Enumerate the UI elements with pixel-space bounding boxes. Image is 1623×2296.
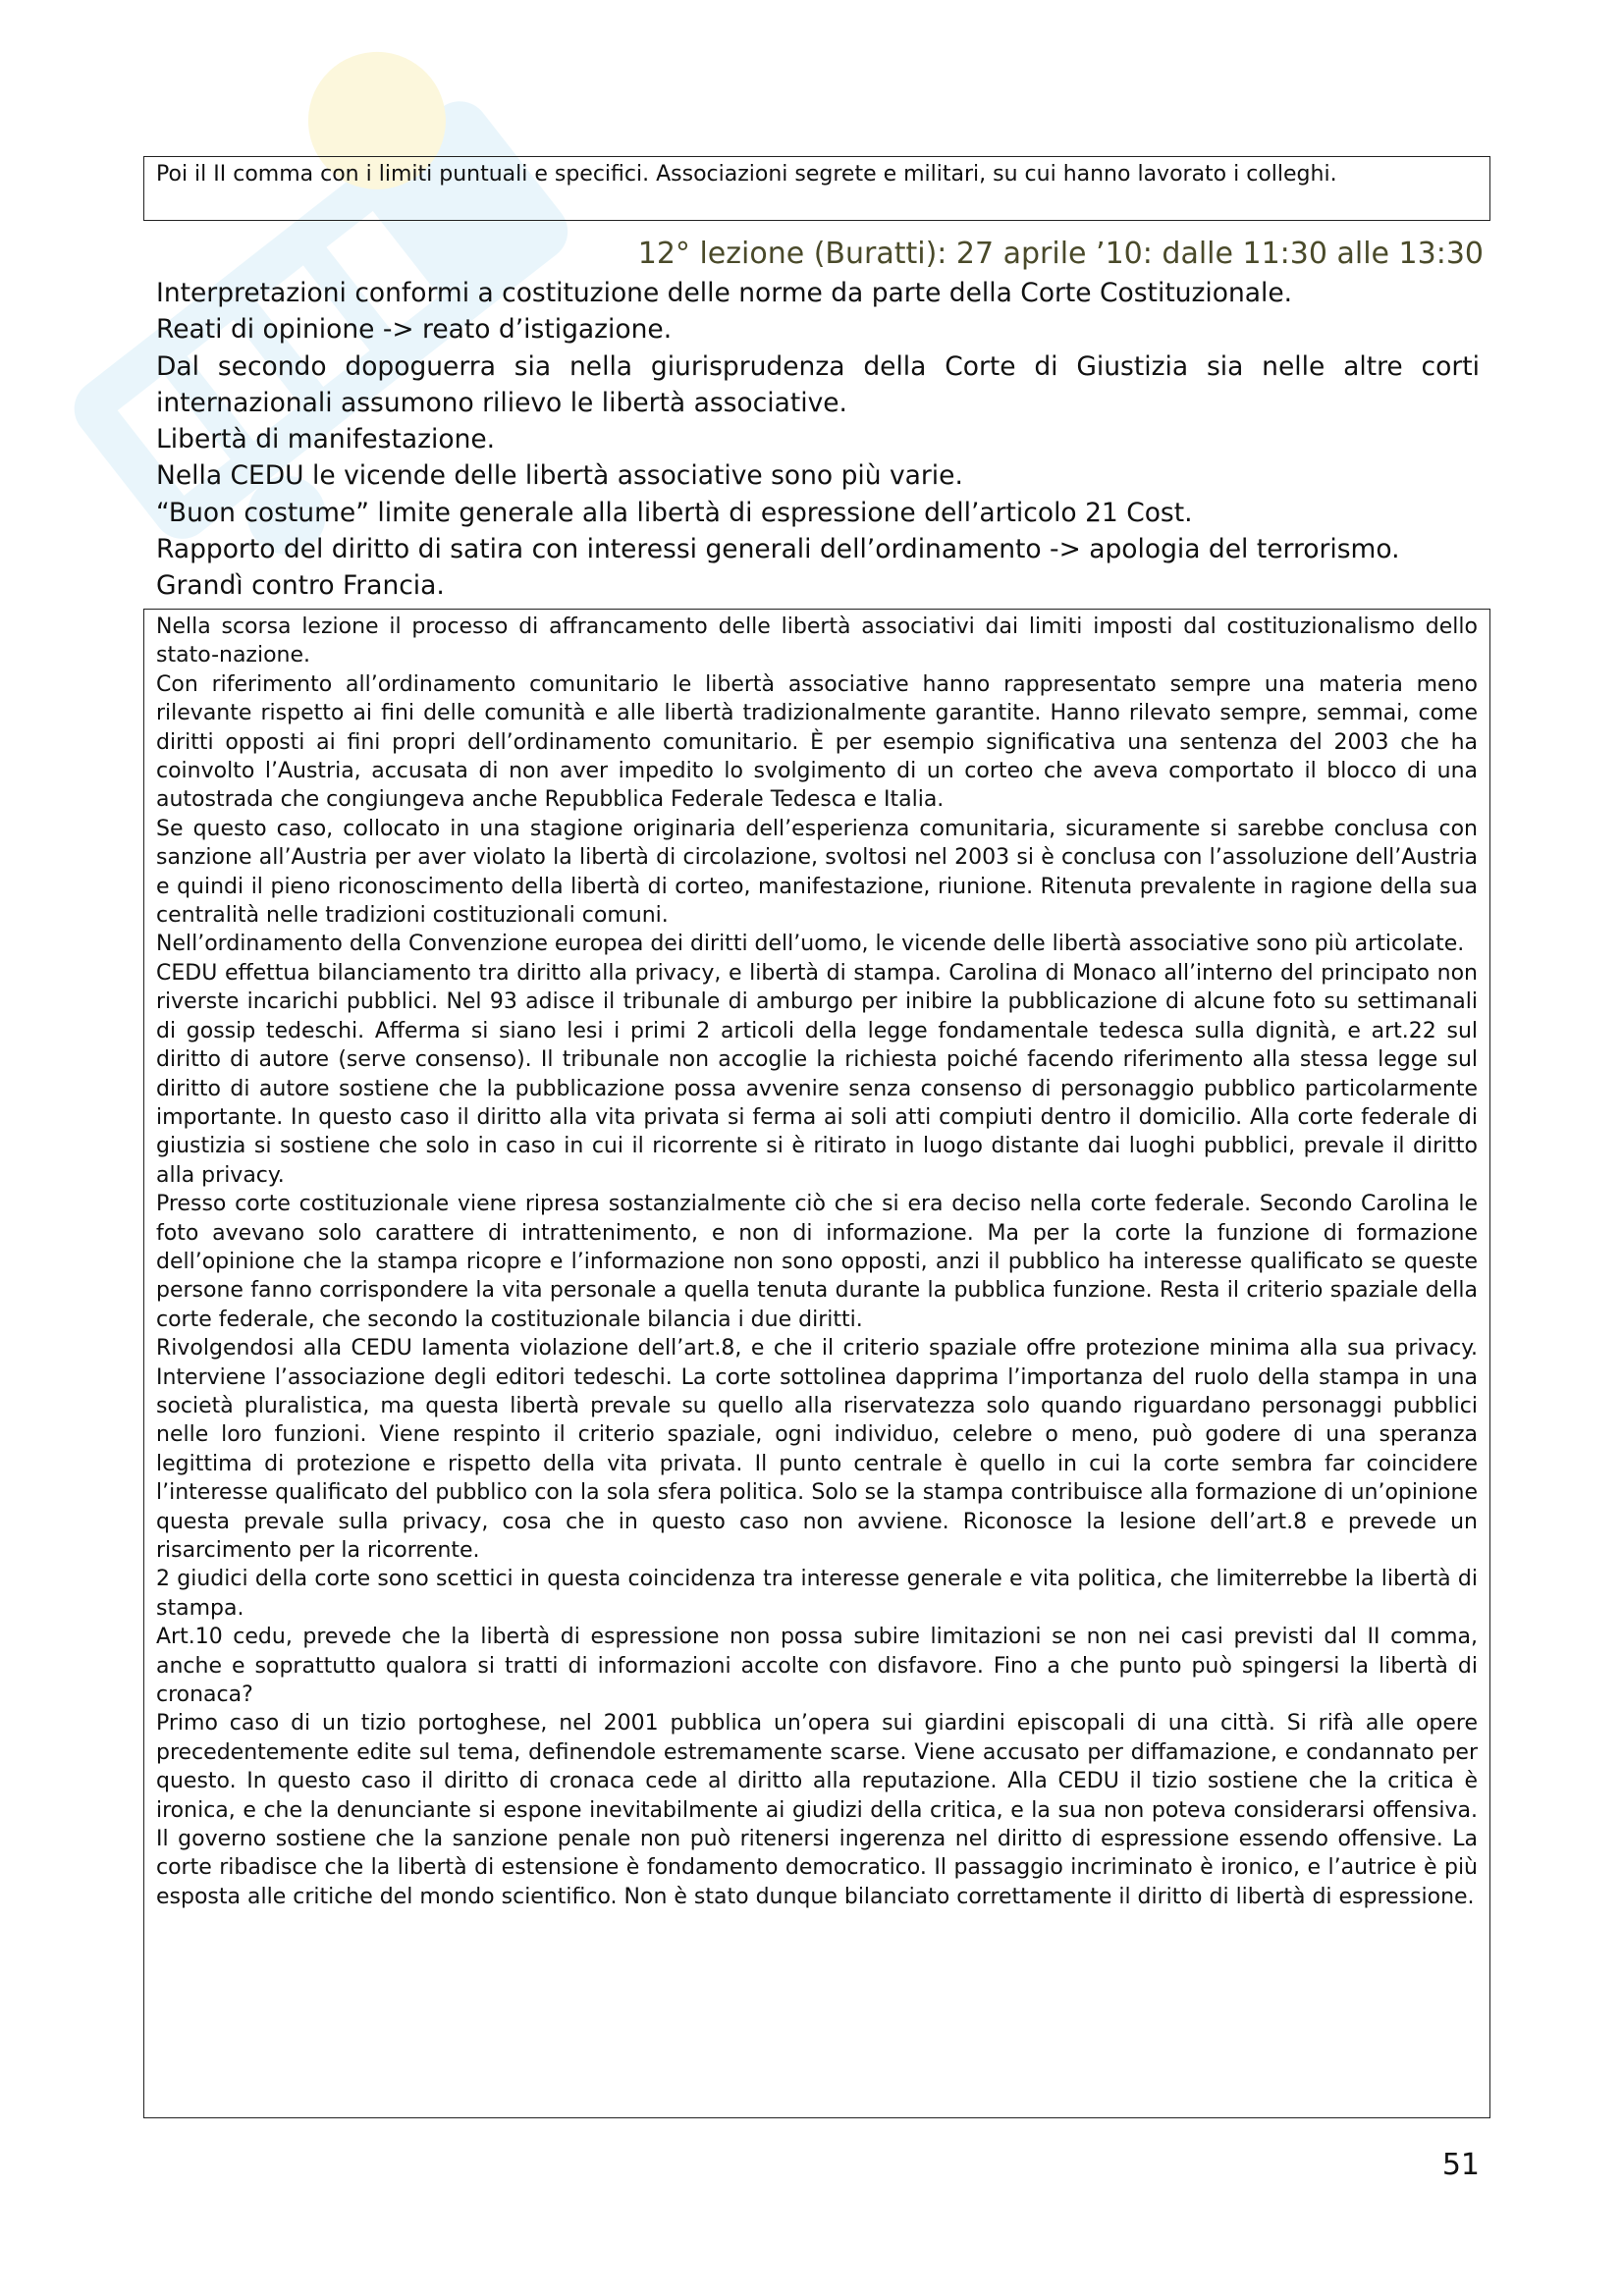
lecture-heading: 12° lezione (Buratti): 27 aprile ’10: dalle 11:30 alle 13:30	[637, 237, 1484, 271]
top-note-text: Poi il II comma con i limiti puntuali e specifici. Associazioni segrete e militari, su cui hanno lavorato i colleghi.	[156, 162, 1337, 187]
summary-paragraph: Se questo caso, collocato in una stagione originaria dell’esperienza comunitaria, sicuramente si sarebbe conclusa con sanzione all’Austria per aver violato la libertà di circolazione, svoltosi nel 2003 si è conclusa con l’assoluzione dell’Austria e quindi il pieno riconoscimento della libertà di corteo, manifestazione, riunione. Ritenuta prevalente in ragione della sua centralità nelle tradizioni costituzionali comuni.	[156, 816, 1478, 929]
page-number: 51	[1441, 2148, 1480, 2182]
summary-paragraph: Primo caso di un tizio portoghese, nel 2001 pubblica un’opera sui giardini episcopali di una città. Si rifà alle opere precedentemente edite sul tema, definendole estremamente scarse. Viene accusato per diffamazione, e condannato per questo. In questo caso il diritto di cronaca cede al diritto alla reputazione. Alla CEDU il tizio sostiene che la critica è ironica, e che la denunciante si espone inevitabilmente ai giudizi della critica, e la sua non poteva considerarsi offensiva. Il governo sostiene che la sanzione penale non può ritenersi ingerenza nel diritto di espressione essendo offensive. La corte ribadisce che la libertà di estensione è fondamento democratico. Il passaggio incriminato è ironico, e l’autrice è più esposta alle critiche del mondo scientifico. Non è stato dunque bilanciato correttamente il diritto di libertà di espressione.	[156, 1711, 1478, 1909]
summary-paragraph: Presso corte costituzionale viene ripresa sostanzialmente ciò che si era deciso nella corte federale. Secondo Carolina le foto avevano solo carattere di intrattenimento, e non di informazione. Ma per la corte la funzione di formazione dell’opinione che la stampa ricopre e l’informazione non sono opposti, anzi il pubblico ha interesse qualificato se queste persone fanno corrispondere la vita personale a quella tenuta durante la pubblica funzione. Resta il criterio spaziale della corte federale, che secondo la costituzionale bilancia i due diritti.	[156, 1192, 1478, 1332]
summary-paragraph: 2 giudici della corte sono scettici in questa coincidenza tra interesse generale e vita politica, che limiterrebbe la libertà di stampa.	[156, 1567, 1478, 1621]
summary-paragraph: Con riferimento all’ordinamento comunitario le libertà associative hanno rappresentato sempre una materia meno rilevante rispetto ai fini delle comunità e alle libertà tradizionalmente garantite. Hanno rilevato sempre, semmai, come diritti opposti ai fini propri dell’ordinamento comunitario. È per esempio significativa una sentenza del 2003 che ha coinvolto l’Austria, accusata di non aver impedito lo svolgimento di un corteo che aveva comportato il blocco di una autostrada che congiungeva anche Repubblica Federale Tedesca e Italia.	[156, 671, 1478, 813]
top-note-box	[143, 156, 1490, 221]
summary-paragraph: Art.10 cedu, prevede che la libertà di espressione non possa subire limitazioni se non nei casi previsti dal II comma, anche e soprattutto qualora si tratti di informazioni accolte con disfavore. Fino a che punto può spingersi la libertà di cronaca?	[156, 1625, 1478, 1708]
note-line: Rapporto del diritto di satira con interessi generali dell’ordinamento -> apologia del terrorismo.	[156, 534, 1400, 565]
summary-paragraph: Nell’ordinamento della Convenzione europea dei diritti dell’uomo, le vicende delle libertà associative sono più articolate.	[156, 932, 1465, 957]
note-line: Nella CEDU le vicende delle libertà associative sono più varie.	[156, 460, 963, 492]
summary-paragraph: Rivolgendosi alla CEDU lamenta violazione dell’art.8, e che il criterio spaziale offre protezione minima alla sua privacy. Interviene l’associazione degli editori tedeschi. La corte sottolinea dapprima l’importanza del ruolo della stampa in una società pluralistica, ma questa libertà prevale su quello alla riservatezza solo quando riguardano personaggi pubblici nelle loro funzioni. Viene respinto il criterio spaziale, ogni individuo, celebre o meno, può godere di una speranza legittima di protezione e rispetto della vita privata. Il punto centrale è quello in cui la corte sembra far coincidere l’interesse qualificato del pubblico con la sola sfera politica. Solo se la stampa contribuisce alla formazione di un’opinione questa prevale sulla privacy, cosa che in questo caso non avviene. Riconosce la lesione dell’art.8 e prevede un risarcimento per la ricorrente.	[156, 1336, 1478, 1563]
note-line: Grandì contro Francia.	[156, 570, 445, 602]
note-line: Interpretazioni conformi a costituzione delle norme da parte della Corte Costituzionale.	[156, 278, 1293, 308]
summary-paragraph: CEDU effettua bilanciamento tra diritto alla privacy, e libertà di stampa. Carolina di Monaco all’interno del principato non riverste incarichi pubblici. Nel 93 adisce il tribunale di amburgo per inibire la pubblicazione di alcune foto su settimanali di gossip tedeschi. Afferma si siano lesi i primi 2 articoli della legge fondamentale tedesca sulla dignità, e art.22 sul diritto di autore (serve consenso). Il tribunale non accoglie la richiesta poiché facendo riferimento alla stessa legge sul diritto di autore sostiene che la pubblicazione possa avvenire senza consenso di personaggio pubblico particolarmente importante. In questo caso il diritto alla vita privata si ferma ai soli atti compiuti dentro il domicilio. Alla corte federale di giustizia si sostiene che solo in caso in cui il ricorrente si è ritirato in luogo distante dai luoghi pubblici, prevale il diritto alla privacy.	[156, 960, 1478, 1188]
summary-box	[143, 609, 1490, 2118]
summary-paragraph: Nella scorsa lezione il processo di affrancamento delle libertà associativi dai limiti imposti dal costituzionalismo dello stato-nazione.	[156, 614, 1478, 668]
note-line: Dal secondo dopoguerra sia nella giurisprudenza della Corte di Giustizia sia nelle altre corti internazionali assumono rilievo le libertà associative.	[156, 350, 1480, 418]
note-line: “Buon costume” limite generale alla libertà di espressione dell’articolo 21 Cost.	[156, 497, 1193, 528]
lecture-notes	[156, 275, 1480, 605]
note-line: Reati di opinione -> reato d’istigazione.	[156, 314, 673, 346]
note-line: Libertà di manifestazione.	[156, 424, 496, 455]
